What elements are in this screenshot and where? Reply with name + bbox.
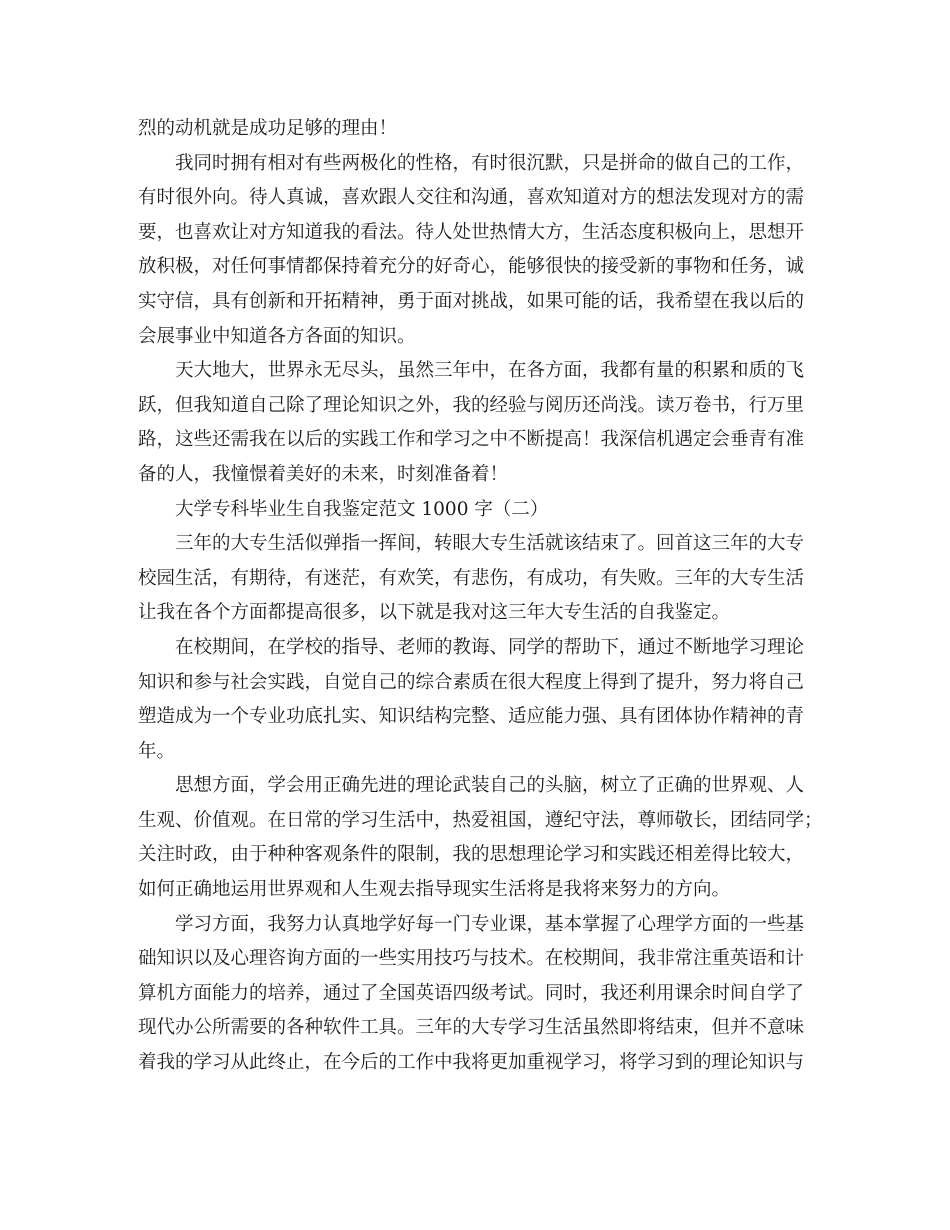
- section-heading: 大学专科毕业生自我鉴定范文 1000 字（二）: [175, 498, 549, 520]
- text-line: 着我的学习从此终止，在今后的工作中我将更加重视学习，将学习到的理论知识与: [138, 1052, 805, 1074]
- text-line: 关注时政，由于种种客观条件的限制，我的思想理论学习和实践还相差得比较大，: [138, 844, 805, 866]
- text-line: 备的人，我憧憬着美好的未来，时刻准备着！: [138, 463, 509, 485]
- text-line: 塑造成为一个专业功底扎实、知识结构完整、适应能力强、具有团体协作精神的青: [138, 706, 805, 728]
- text-line: 现代办公所需要的各种软件工具。三年的大专学习生活虽然即将结束，但并不意味: [138, 1017, 805, 1039]
- text-line: 要，也喜欢让对方知道我的看法。待人处世热情大方，生活态度积极向上，思想开: [138, 221, 805, 243]
- text-line: 会展事业中知道各方各面的知识。: [138, 325, 416, 347]
- text-line: 放积极，对任何事情都保持着充分的好奇心，能够很快的接受新的事物和任务，诚: [138, 256, 805, 278]
- text-line: 有时很外向。待人真诚，喜欢跟人交往和沟通，喜欢知道对方的想法发现对方的需: [138, 187, 805, 209]
- text-line: 生观、价值观。在日常的学习生活中，热爱祖国，遵纪守法，尊师敬长，团结同学；: [138, 809, 823, 831]
- text-line: 实守信，具有创新和开拓精神，勇于面对挑战，如果可能的话，我希望在我以后的: [138, 290, 805, 312]
- text-line: 如何正确地运用世界观和人生观去指导现实生活将是我将来努力的方向。: [138, 879, 731, 901]
- text-line: 跃，但我知道自己除了理论知识之外，我的经验与阅历还尚浅。读万卷书，行万里: [138, 394, 805, 416]
- paragraph-start-line: 三年的大专生活似弹指一挥间，转眼大专生活就该结束了。回首这三年的大专: [175, 533, 805, 555]
- text-line: 算机方面能力的培养，通过了全国英语四级考试。同时，我还利用课余时间自学了: [138, 982, 805, 1004]
- paragraph-start-line: 学习方面，我努力认真地学好每一门专业课，基本掌握了心理学方面的一些基: [175, 913, 805, 935]
- text-line: 知识和参与社会实践，自觉自己的综合素质在很大程度上得到了提升，努力将自己: [138, 671, 805, 693]
- paragraph-start-line: 天大地大，世界永无尽头，虽然三年中，在各方面，我都有量的积累和质的飞: [175, 360, 805, 382]
- paragraph-start-line: 在校期间，在学校的指导、老师的教诲、同学的帮助下，通过不断地学习理论: [175, 636, 805, 658]
- text-line: 让我在各个方面都提高很多，以下就是我对这三年大专生活的自我鉴定。: [138, 602, 731, 624]
- text-line: 校园生活，有期待，有迷茫，有欢笑，有悲伤，有成功，有失败。三年的大专生活: [138, 567, 805, 589]
- text-line: 年。: [138, 740, 176, 762]
- text-line: 路，这些还需我在以后的实践工作和学习之中不断提高！我深信机遇定会垂青有准: [138, 429, 805, 451]
- paragraph-start-line: 我同时拥有相对有些两极化的性格，有时很沉默，只是拼命的做自己的工作，: [175, 152, 805, 174]
- paragraph-start-line: 思想方面，学会用正确先进的理论武装自己的头脑，树立了正确的世界观、人: [175, 775, 805, 797]
- document-body: [138, 112, 823, 1081]
- text-line: 础知识以及心理咨询方面的一些实用技巧与技术。在校期间，我非常注重英语和计: [138, 948, 805, 970]
- text-line: 烈的动机就是成功足够的理由！: [138, 118, 398, 139]
